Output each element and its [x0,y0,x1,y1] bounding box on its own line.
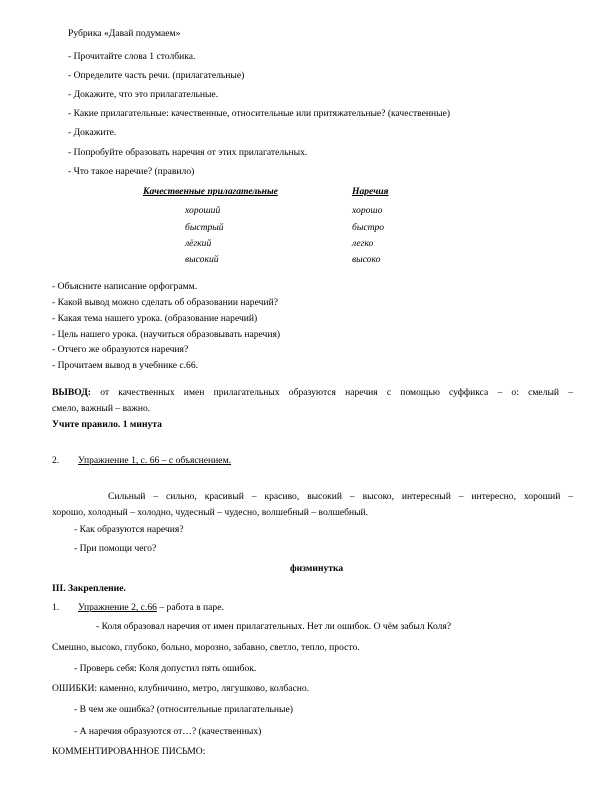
table-cell-adjective: высокий [185,254,219,265]
table-cell-adverb: высоко [352,254,381,265]
conclusion-label: ВЫВОД: [52,387,91,398]
list-item: - Какие прилагательные: качественные, относительные или притяжательные? (качественные) [68,108,451,119]
table-cell-adjective: лёгкий [185,238,212,249]
errors-text: каменно, клубничино, метро, лягушково, колбасно. [97,683,310,694]
question: - В чем же ошибка? (относительные прилагательные) [74,704,293,715]
table-header-adverbs: Наречия [352,186,389,197]
list-item: - Что такое наречие? (правило) [68,166,195,177]
exercise-number: 2. [52,455,60,466]
fizminutka-heading: физминутка [290,563,344,574]
question: - При помощи чего? [74,543,157,554]
rubric-heading: Рубрика «Давай подумаем» [68,28,181,39]
list-item: - Прочитаем вывод в учебнике с.66. [52,360,199,371]
exercise-title: Упражнение 1, с. 66 – с объяснением. [78,455,232,466]
check-line: - Проверь себя: Коля допустил пять ошибок. [74,663,257,674]
word-list: Смешно, высоко, глубоко, больно, морозно, забавно, светло, тепло, просто. [52,642,360,653]
task-rest: – работа в паре. [156,602,224,613]
list-item: - Цель нашего урока. (научиться образовывать наречия) [52,329,281,340]
question: - Как образуются наречия? [74,524,184,535]
exercise-text-line-1: Сильный – сильно, красивый – красиво, высокий – высоко, интересный – интересно, хороший – [108,491,573,502]
errors-line [52,683,309,695]
conclusion-line [52,387,573,399]
exercise-text-line-2: хорошо, холодный – холодно, чудесный – чудесно, волшебный – волшебный. [52,507,369,518]
final-heading: КОММЕНТИРОВАННОЕ ПИСЬМО: [52,746,206,757]
list-item: - Какой вывод можно сделать об образовании наречий? [52,297,278,308]
errors-label: ОШИБКИ: [52,683,98,694]
kolya-prompt: - Коля образовал наречия от имен прилагательных. Нет ли ошибок. О чём забыл Коля? [96,621,452,632]
task-number: 1. [52,602,60,613]
list-item: - Отчего же образуются наречия? [52,344,189,355]
list-item: - Объясните написание орфограмм. [52,281,198,292]
list-item: - Попробуйте образовать наречия от этих прилагательных. [68,147,308,158]
table-header-adjectives: Качественные прилагательные [143,186,278,197]
list-item: - Докажите. [68,127,117,138]
table-cell-adjective: быстрый [185,222,224,233]
table-cell-adjective: хороший [185,205,221,216]
list-item: - Определите часть речи. (прилагательные) [68,70,245,81]
task-title: Упражнение 2, с.66 [78,602,157,613]
section-heading: III. Закрепление. [52,583,126,594]
table-cell-adverb: легко [352,238,374,249]
table-cell-adverb: быстро [352,222,385,233]
list-item: - Какая тема нашего урока. (образование наречий) [52,313,258,324]
conclusion-text: от качественных имен прилагательных образуются наречия с помощью суффикса – о: смелый – [100,387,574,398]
list-item: - Прочитайте слова 1 столбика. [68,51,196,62]
list-item: - Докажите, что это прилагательные. [68,89,219,100]
task-line [78,602,224,614]
table-cell-adverb: хорошо [352,205,383,216]
conclusion-line-2: смело, важный – важно. [52,403,151,414]
question: - А наречия образуются от…? (качественных) [74,726,262,737]
rule-note: Учите правило. 1 минута [52,419,162,430]
